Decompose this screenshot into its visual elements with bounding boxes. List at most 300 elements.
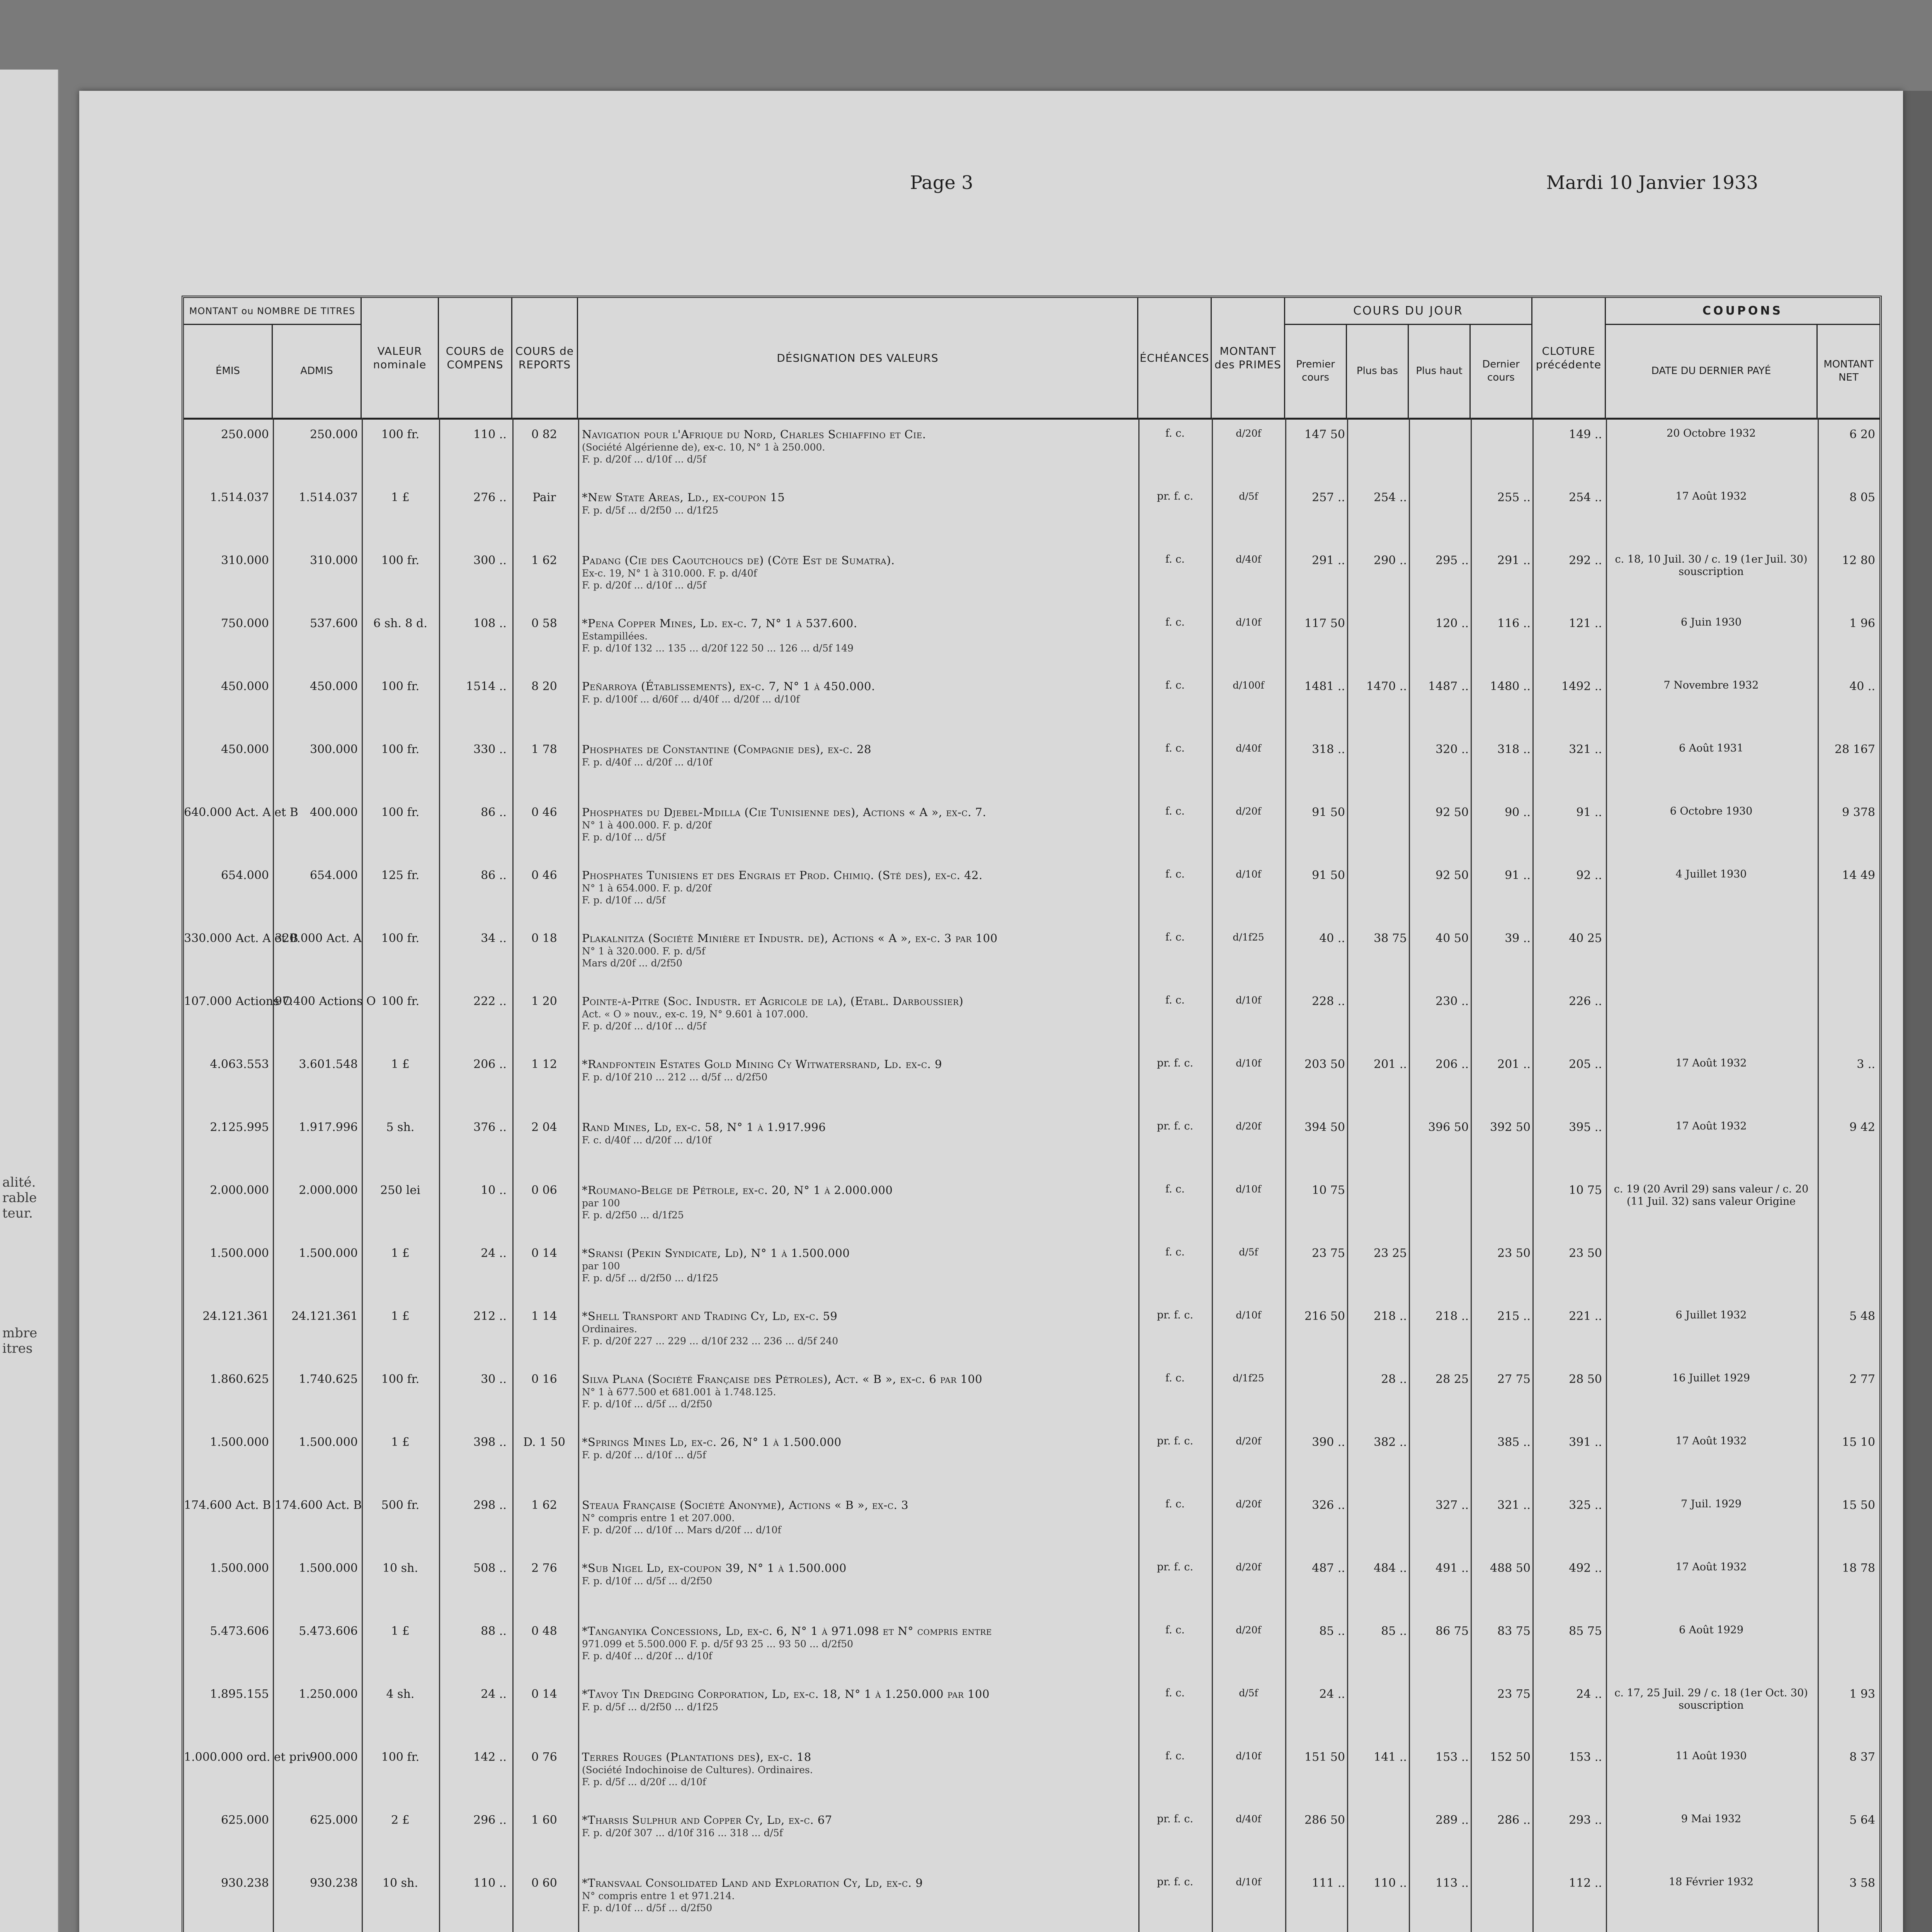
security-name: Navigation pour l'Afrique du Nord, Charles Schiaffino et Cie. — [582, 428, 926, 441]
cell-reports: 1 20 — [531, 995, 557, 1008]
cell-prim: d/10f — [1236, 869, 1261, 880]
cell-emis: 450.000 — [221, 743, 269, 756]
cell-emis: 4.063.553 — [210, 1058, 269, 1071]
cell-haut: 92 50 — [1435, 869, 1469, 882]
cell-date: c. 18, 10 Juil. 30 / c. 19 (1er Juil. 30) souscription — [1615, 553, 1808, 578]
margin-fragment: rable — [2, 1190, 37, 1206]
cell-premier: 91 50 — [1312, 869, 1345, 882]
cell-premier: 24 .. — [1319, 1687, 1345, 1701]
table-row — [184, 1813, 1879, 1876]
cell-compens: 88 .. — [481, 1624, 507, 1638]
cell-ech: f. c. — [1165, 427, 1185, 439]
cell-bas: 218 .. — [1374, 1310, 1407, 1323]
cell-cloture: 112 .. — [1569, 1876, 1602, 1890]
cell-prim: d/20f — [1236, 1624, 1261, 1636]
cell-date: c. 19 (20 Avril 29) sans valeur / c. 20 (11 Juil. 32) sans valeur Origine — [1614, 1183, 1809, 1208]
header-montant-net: MONTANT NET — [1823, 359, 1874, 383]
premium-quotes: F. p. d/20f ... d/10f ... Mars d/20f ... d/10f — [582, 1524, 781, 1536]
cell-valeur: 100 fr. — [381, 680, 420, 693]
page-number: Page 3 — [910, 172, 973, 194]
cell-emis: 930.238 — [221, 1876, 269, 1890]
cell-cloture: 325 .. — [1569, 1498, 1602, 1512]
cell-reports: 1 60 — [531, 1813, 557, 1827]
cell-valeur: 100 fr. — [381, 743, 420, 756]
cell-bas: 23 25 — [1374, 1247, 1407, 1260]
cell-ech: f. c. — [1165, 1687, 1185, 1699]
cell-haut: 86 75 — [1435, 1624, 1469, 1638]
security-description: Ex-c. 19, N° 1 à 310.000. F. p. d/40f — [582, 568, 757, 579]
table-row — [184, 1183, 1879, 1246]
security-description: Act. « O » nouv., ex-c. 19, N° 9.601 à 107.000. — [582, 1009, 808, 1020]
cell-designation — [582, 553, 1134, 591]
cell-designation — [582, 1876, 1134, 1914]
security-name: Phosphates Tunisiens et des Engrais et Prod. Chimiq. (Sté des), ex-c. 42. — [582, 869, 983, 882]
cell-designation — [582, 490, 1134, 516]
cell-emis: 5.473.606 — [210, 1624, 269, 1638]
margin-fragment: mbre — [2, 1325, 37, 1341]
cell-dernier: 286 .. — [1497, 1813, 1531, 1827]
cell-valeur: 1 £ — [391, 1247, 410, 1260]
cell-designation — [582, 616, 1134, 654]
cell-ech: pr. f. c. — [1156, 1057, 1194, 1069]
cell-premier: 394 50 — [1304, 1121, 1345, 1134]
premium-quotes: F. p. d/10f ... d/5f ... d/2f50 — [582, 1575, 713, 1587]
cell-premier: 228 .. — [1312, 995, 1345, 1008]
cell-premier: 111 .. — [1312, 1876, 1345, 1890]
cell-ech: f. c. — [1165, 1246, 1185, 1258]
cell-net: 28 167 — [1835, 743, 1875, 756]
cell-prim: d/10f — [1236, 1058, 1261, 1069]
cell-prim: d/10f — [1236, 617, 1261, 628]
cell-emis: 24.121.361 — [202, 1310, 269, 1323]
newspaper-page — [79, 91, 1903, 1932]
security-name: *Roumano-Belge de Pétrole, ex-c. 20, N° 1 à 2.000.000 — [582, 1184, 893, 1197]
cell-dernier: 23 50 — [1497, 1247, 1531, 1260]
cell-bas: 85 .. — [1381, 1624, 1407, 1638]
header-emis: ÉMIS — [184, 325, 273, 418]
security-description: (Société Indochinoise de Cultures). Ordinaires. — [582, 1764, 813, 1776]
cell-reports: 1 12 — [531, 1058, 557, 1071]
cell-admis: 24.121.361 — [291, 1310, 358, 1323]
cell-prim: d/20f — [1236, 428, 1261, 439]
cell-designation — [582, 1246, 1134, 1284]
cell-emis: 2.000.000 — [210, 1184, 269, 1197]
premium-quotes: F. p. d/10f ... d/5f ... d/2f50 — [582, 1902, 713, 1913]
cell-admis: 250.000 — [310, 428, 358, 441]
table-row — [184, 553, 1879, 616]
cell-prim: d/20f — [1236, 1435, 1261, 1447]
cell-cloture: 293 .. — [1569, 1813, 1602, 1827]
cell-prim: d/100f — [1233, 680, 1264, 691]
premium-quotes: F. p. d/40f ... d/20f ... d/10f — [582, 1650, 713, 1662]
cell-admis: 450.000 — [310, 680, 358, 693]
cell-ech: pr. f. c. — [1156, 1813, 1194, 1825]
cell-designation — [582, 1183, 1134, 1221]
security-name: *Sransi (Pekin Syndicate, Ld), N° 1 à 1.500.000 — [582, 1247, 850, 1260]
cell-reports: 1 14 — [531, 1310, 557, 1323]
security-name: Phosphates de Constantine (Compagnie des), ex-c. 28 — [582, 743, 872, 756]
cell-admis: 654.000 — [310, 869, 358, 882]
cell-net: 6 20 — [1849, 428, 1875, 441]
cell-compens: 376 .. — [473, 1121, 507, 1134]
cell-haut: 120 .. — [1435, 617, 1469, 630]
cell-admis: 1.250.000 — [299, 1687, 358, 1701]
cell-haut: 230 .. — [1435, 995, 1469, 1008]
cell-net: 1 96 — [1849, 617, 1875, 630]
cell-valeur: 2 £ — [391, 1813, 410, 1827]
cell-ech: pr. f. c. — [1156, 1876, 1194, 1888]
cell-premier: 318 .. — [1312, 743, 1345, 756]
cell-prim: d/5f — [1239, 1687, 1258, 1699]
cell-date: 20 Octobre 1932 — [1667, 427, 1756, 439]
cell-prim: d/20f — [1236, 1498, 1261, 1510]
premium-quotes: F. p. d/5f ... d/20f ... d/10f — [582, 1776, 706, 1787]
premium-quotes: F. p. d/100f ... d/60f ... d/40f ... d/20f ... d/10f — [582, 694, 800, 705]
security-description: N° 1 à 654.000. F. p. d/20f — [582, 883, 712, 894]
premium-quotes: F. p. d/10f 132 ... 135 ... d/20f 122 50 ... 126 ... d/5f 149 — [582, 643, 854, 654]
cell-cloture: 395 .. — [1569, 1121, 1602, 1134]
security-name: *Randfontein Estates Gold Mining Cy Witwatersrand, Ld. ex-c. 9 — [582, 1058, 942, 1071]
cell-ech: f. c. — [1165, 805, 1185, 817]
cell-admis: 1.740.625 — [299, 1372, 358, 1386]
table-row — [184, 1120, 1879, 1183]
cell-haut: 206 .. — [1435, 1058, 1469, 1071]
table-row — [184, 1435, 1879, 1498]
header-echeances: ÉCHÉANCES — [1138, 298, 1212, 418]
cell-dernier: 392 50 — [1490, 1121, 1531, 1134]
cell-net: 3 58 — [1849, 1876, 1875, 1890]
cell-prim: d/40f — [1236, 554, 1261, 565]
cell-date: 6 Août 1931 — [1679, 742, 1744, 754]
cell-bas: 28 .. — [1381, 1372, 1407, 1386]
cell-admis: 174.600 Act. B — [275, 1498, 362, 1512]
premium-quotes: F. p. d/2f50 ... d/1f25 — [582, 1209, 684, 1221]
cell-premier: 151 50 — [1304, 1750, 1345, 1764]
margin-fragment: alité. — [2, 1175, 36, 1190]
cell-valeur: 100 fr. — [381, 428, 420, 441]
header-admis: ADMIS — [273, 325, 362, 418]
cell-bas: 290 .. — [1374, 554, 1407, 567]
security-description: N° 1 à 400.000. F. p. d/20f — [582, 820, 712, 831]
cell-prim: d/10f — [1236, 1750, 1261, 1762]
cell-net: 40 .. — [1849, 680, 1875, 693]
header-valeur: VALEUR nominale — [362, 298, 439, 418]
cell-date: c. 17, 25 Juil. 29 / c. 18 (1er Oct. 30) souscription — [1614, 1687, 1808, 1711]
cell-ech: f. c. — [1165, 1498, 1185, 1510]
cell-date: 11 Août 1930 — [1675, 1750, 1747, 1762]
security-name: *Springs Mines Ld, ex-c. 26, N° 1 à 1.500.000 — [582, 1435, 842, 1449]
cell-valeur: 100 fr. — [381, 995, 420, 1008]
security-name: Silva Plana (Société Française des Pétroles), Act. « B », ex-c. 6 par 100 — [582, 1372, 983, 1386]
cell-prim: d/1f25 — [1233, 1372, 1264, 1384]
security-name: Phosphates du Djebel-Mdilla (Cie Tunisienne des), Actions « A », ex-c. 7. — [582, 806, 986, 819]
cell-emis: 1.000.000 ord. et priv — [184, 1750, 313, 1764]
cell-date: 7 Novembre 1932 — [1663, 679, 1759, 691]
cell-bas: 382 .. — [1374, 1435, 1407, 1449]
cell-designation — [582, 742, 1134, 768]
cell-admis: 1.917.996 — [299, 1121, 358, 1134]
cell-dernier: 152 50 — [1490, 1750, 1531, 1764]
cell-reports: 0 18 — [531, 932, 557, 945]
cell-cloture: 226 .. — [1569, 995, 1602, 1008]
cell-compens: 142 .. — [473, 1750, 507, 1764]
cell-ech: f. c. — [1165, 553, 1185, 565]
cell-ech: f. c. — [1165, 1750, 1185, 1762]
cell-valeur: 1 £ — [391, 491, 410, 504]
cell-dernier: 23 75 — [1497, 1687, 1531, 1701]
cell-dernier: 385 .. — [1497, 1435, 1531, 1449]
cell-compens: 34 .. — [481, 932, 507, 945]
security-description: 971.099 et 5.500.000 F. p. d/5f 93 25 ... 93 50 ... d/2f50 — [582, 1638, 854, 1650]
cell-compens: 298 .. — [473, 1498, 507, 1512]
premium-quotes: F. p. d/20f 307 ... d/10f 316 ... 318 ... d/5f — [582, 1827, 783, 1838]
cell-admis: 3.601.548 — [299, 1058, 358, 1071]
cell-cloture: 10 75 — [1569, 1184, 1602, 1197]
cell-compens: 86 .. — [481, 806, 507, 819]
cell-emis: 1.500.000 — [210, 1561, 269, 1575]
table-row — [184, 868, 1879, 931]
cell-cloture: 85 75 — [1569, 1624, 1602, 1638]
security-name: Steaua Française (Société Anonyme), Actions « B », ex-c. 3 — [582, 1498, 909, 1512]
cell-net: 15 10 — [1842, 1435, 1875, 1449]
table-row — [184, 1057, 1879, 1120]
cell-date: 6 Août 1929 — [1679, 1624, 1744, 1636]
cell-premier: 147 50 — [1304, 428, 1345, 441]
cell-haut: 218 .. — [1435, 1310, 1469, 1323]
cell-compens: 110 .. — [473, 428, 507, 441]
security-name: *New State Areas, Ld., ex-coupon 15 — [582, 491, 785, 504]
cell-date: 9 Mai 1932 — [1681, 1813, 1742, 1825]
cell-designation — [582, 1372, 1134, 1410]
cell-valeur: 4 sh. — [386, 1687, 415, 1701]
table-row — [184, 742, 1879, 805]
header-premier-cours: Premier cours — [1285, 325, 1347, 418]
cell-reports: 1 62 — [531, 554, 557, 567]
table-row — [184, 994, 1879, 1057]
cell-emis: 1.895.155 — [210, 1687, 269, 1701]
premium-quotes: F. p. d/10f 210 ... 212 ... d/5f ... d/2f50 — [582, 1071, 768, 1083]
cell-date: 17 Août 1932 — [1675, 1057, 1747, 1069]
cell-emis: 640.000 Act. A et B — [184, 806, 298, 819]
cell-valeur: 5 sh. — [386, 1121, 415, 1134]
cell-reports: 1 62 — [531, 1498, 557, 1512]
cell-haut: 320 .. — [1435, 743, 1469, 756]
cell-admis: 1.500.000 — [299, 1247, 358, 1260]
cell-compens: 212 .. — [473, 1310, 507, 1323]
cell-premier: 286 50 — [1304, 1813, 1345, 1827]
cell-reports: 0 60 — [531, 1876, 557, 1890]
cell-dernier: 90 .. — [1505, 806, 1531, 819]
cell-designation — [582, 1498, 1134, 1536]
premium-quotes: F. p. d/20f ... d/10f ... d/5f — [582, 454, 706, 465]
cell-valeur: 10 sh. — [383, 1876, 418, 1890]
security-name: Padang (Cie des Caoutchoucs de) (Côte Est de Sumatra). — [582, 554, 895, 567]
cell-date: 17 Août 1932 — [1675, 1435, 1747, 1447]
security-description: N° 1 à 320.000. F. p. d/5f — [582, 946, 706, 957]
premium-quotes: F. p. d/20f ... d/10f ... d/5f — [582, 1449, 706, 1461]
security-name: Peñarroya (Établissements), ex-c. 7, N° 1 à 450.000. — [582, 680, 875, 693]
cell-haut: 295 .. — [1435, 554, 1469, 567]
cell-premier: 291 .. — [1312, 554, 1345, 567]
premium-quotes: F. p. d/5f ... d/2f50 ... d/1f25 — [582, 1272, 719, 1284]
cell-dernier: 318 .. — [1497, 743, 1531, 756]
cell-emis: 450.000 — [221, 680, 269, 693]
cell-compens: 222 .. — [473, 995, 507, 1008]
cell-reports: 0 46 — [531, 806, 557, 819]
security-name: Pointe-à-Pitre (Soc. Industr. et Agricole de la), (Etabl. Darboussier) — [582, 995, 964, 1008]
cell-premier: 390 .. — [1312, 1435, 1345, 1449]
premium-quotes: F. p. d/10f ... d/5f — [582, 832, 666, 843]
cell-premier: 326 .. — [1312, 1498, 1345, 1512]
cell-ech: pr. f. c. — [1156, 1561, 1194, 1573]
table-header — [184, 298, 1879, 420]
cell-emis: 1.860.625 — [210, 1372, 269, 1386]
cell-dernier: 488 50 — [1490, 1561, 1531, 1575]
cell-ech: pr. f. c. — [1156, 490, 1194, 502]
cell-date: 4 Juillet 1930 — [1675, 868, 1747, 880]
cell-emis: 107.000 Actions O — [184, 995, 293, 1008]
cell-emis: 330.000 Act. A et B — [184, 932, 298, 945]
cell-valeur: 10 sh. — [383, 1561, 418, 1575]
cell-prim: d/20f — [1236, 1561, 1261, 1573]
premium-quotes: F. p. d/5f ... d/2f50 ... d/1f25 — [582, 505, 719, 516]
cell-reports: 0 76 — [531, 1750, 557, 1764]
cell-compens: 30 .. — [481, 1372, 507, 1386]
cell-cloture: 92 .. — [1576, 869, 1602, 882]
table-row — [184, 1246, 1879, 1309]
cell-cloture: 292 .. — [1569, 554, 1602, 567]
cell-reports: 0 82 — [531, 428, 557, 441]
cell-net: 14 49 — [1842, 869, 1875, 882]
cell-prim: d/20f — [1236, 806, 1261, 817]
cell-ech: f. c. — [1165, 1372, 1185, 1384]
cell-net: 5 48 — [1849, 1310, 1875, 1323]
cell-cloture: 91 .. — [1576, 806, 1602, 819]
cell-compens: 300 .. — [473, 554, 507, 567]
cell-net: 1 93 — [1849, 1687, 1875, 1701]
cell-premier: 10 75 — [1312, 1184, 1345, 1197]
cell-net: 12 80 — [1842, 554, 1875, 567]
cell-ech: pr. f. c. — [1156, 1309, 1194, 1321]
cell-prim: d/1f25 — [1233, 932, 1264, 943]
header-montant-nombre: MONTANT ou NOMBRE DE TITRES — [184, 298, 362, 325]
cell-cloture: 23 50 — [1569, 1247, 1602, 1260]
cell-designation — [582, 1561, 1134, 1587]
cell-dernier: 201 .. — [1497, 1058, 1531, 1071]
cell-valeur: 100 fr. — [381, 1372, 420, 1386]
cell-date: 18 Février 1932 — [1668, 1876, 1754, 1888]
cell-premier: 216 50 — [1304, 1310, 1345, 1323]
cell-admis: 1.514.037 — [299, 491, 358, 504]
header-cours-compens: COURS de COMPENS — [439, 298, 512, 418]
cell-net: 3 .. — [1857, 1058, 1875, 1071]
cell-premier: 1481 .. — [1304, 680, 1345, 693]
table-row — [184, 490, 1879, 553]
security-description: par 100 — [582, 1197, 620, 1209]
cell-valeur: 100 fr. — [381, 932, 420, 945]
cell-ech: f. c. — [1165, 868, 1185, 880]
cell-compens: 276 .. — [473, 491, 507, 504]
cell-cloture: 28 50 — [1569, 1372, 1602, 1386]
cell-haut: 113 .. — [1435, 1876, 1469, 1890]
table-row — [184, 1750, 1879, 1813]
cell-bas: 1470 .. — [1366, 680, 1407, 693]
cell-valeur: 250 lei — [380, 1184, 420, 1197]
cell-admis: 900.000 — [310, 1750, 358, 1764]
security-name: *Transvaal Consolidated Land and Exploration Cy, Ld, ex-c. 9 — [582, 1876, 923, 1889]
table-row — [184, 1372, 1879, 1435]
cell-dernier: 255 .. — [1497, 491, 1531, 504]
cell-compens: 10 .. — [481, 1184, 507, 1197]
cell-dernier: 1480 .. — [1490, 680, 1531, 693]
cell-cloture: 205 .. — [1569, 1058, 1602, 1071]
cell-emis: 1.500.000 — [210, 1247, 269, 1260]
table-row — [184, 616, 1879, 679]
margin-fragment: itres — [2, 1341, 33, 1356]
cell-prim: d/10f — [1236, 1876, 1261, 1888]
cell-haut: 1487 .. — [1428, 680, 1469, 693]
cell-reports: 2 04 — [531, 1121, 557, 1134]
cell-cloture: 321 .. — [1569, 743, 1602, 756]
cell-haut: 28 25 — [1435, 1372, 1469, 1386]
cell-admis: 1.500.000 — [299, 1561, 358, 1575]
table-row — [184, 1624, 1879, 1687]
cell-premier: 40 .. — [1319, 932, 1345, 945]
cell-premier: 203 50 — [1304, 1058, 1345, 1071]
cell-emis: 654.000 — [221, 869, 269, 882]
cell-haut: 92 50 — [1435, 806, 1469, 819]
cell-admis: 300.000 — [310, 743, 358, 756]
cell-admis: 400.000 — [310, 806, 358, 819]
security-name: *Shell Transport and Trading Cy, Ld, ex-c. 59 — [582, 1310, 838, 1323]
cell-reports: 0 48 — [531, 1624, 557, 1638]
header-designation: DÉSIGNATION DES VALEURS — [578, 298, 1138, 418]
premium-quotes: Mars d/20f ... d/2f50 — [582, 957, 682, 969]
security-name: Plakalnitza (Société Minière et Industr. de), Actions « A », ex-c. 3 par 100 — [582, 932, 998, 945]
table-row — [184, 805, 1879, 868]
cell-bas: 484 .. — [1374, 1561, 1407, 1575]
security-description: N° compris entre 1 et 971.214. — [582, 1890, 735, 1901]
cell-ech: f. c. — [1165, 742, 1185, 754]
cell-reports: 0 58 — [531, 617, 557, 630]
premium-quotes: F. p. d/10f ... d/5f — [582, 895, 666, 906]
cell-valeur: 100 fr. — [381, 554, 420, 567]
cell-date: 7 Juil. 1929 — [1680, 1498, 1742, 1510]
premium-quotes: F. p. d/5f ... d/2f50 ... d/1f25 — [582, 1701, 719, 1713]
cell-dernier: 215 .. — [1497, 1310, 1531, 1323]
cell-net: 9 42 — [1849, 1121, 1875, 1134]
cell-emis: 625.000 — [221, 1813, 269, 1827]
cell-reports: D. 1 50 — [523, 1435, 565, 1449]
cell-designation — [582, 1813, 1134, 1839]
cell-date: 17 Août 1932 — [1675, 1561, 1747, 1573]
cell-bas: 110 .. — [1374, 1876, 1407, 1890]
cell-valeur: 1 £ — [391, 1624, 410, 1638]
table-row — [184, 1687, 1879, 1750]
margin-fragment: teur. — [2, 1206, 33, 1221]
cell-emis: 2.125.995 — [210, 1121, 269, 1134]
cell-prim: d/40f — [1236, 1813, 1261, 1825]
security-description: par 100 — [582, 1260, 620, 1272]
cell-admis: 930.238 — [310, 1876, 358, 1890]
table-row — [184, 679, 1879, 742]
cell-date: 17 Août 1932 — [1675, 490, 1747, 502]
cell-designation — [582, 868, 1134, 906]
header-montant-primes: MONTANT des PRIMES — [1212, 298, 1285, 418]
premium-quotes: F. p. d/20f 227 ... 229 ... d/10f 232 ... 236 ... d/5f 240 — [582, 1335, 838, 1347]
cell-emis: 250.000 — [221, 428, 269, 441]
cell-reports: 8 20 — [531, 680, 557, 693]
